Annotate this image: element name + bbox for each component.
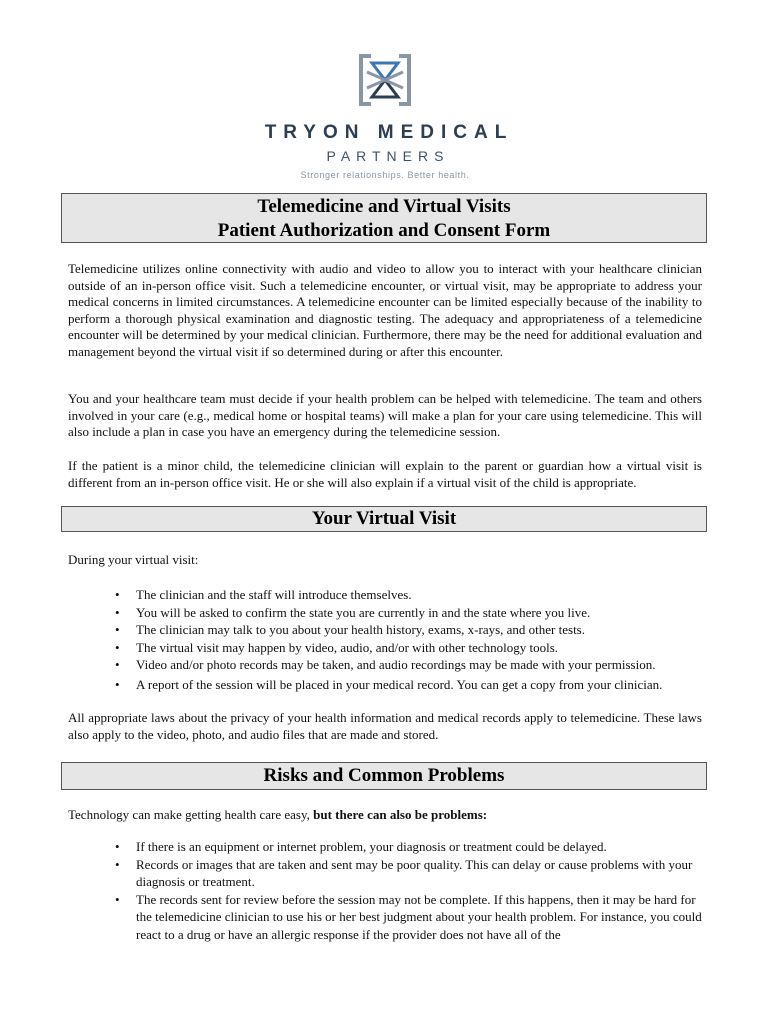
virtual-visit-list bbox=[136, 586, 706, 694]
intro-paragraph-2: You and your healthcare team must decide if your health problem can be helped with telemedicine. The team and others involved in your care (e.g., medical home or hospital teams) will make a plan for your care using telemedicine. This will also include a plan in case you have an emergency during the telemedicine session. bbox=[68, 391, 702, 439]
list-item: • You will be asked to confirm the state you are currently in and the state where you live. bbox=[136, 604, 706, 622]
risks-list bbox=[136, 838, 702, 944]
list-item: • The clinician and the staff will introduce themselves. bbox=[136, 586, 706, 604]
risks-heading: Risks and Common Problems bbox=[263, 765, 505, 786]
form-title-box bbox=[61, 193, 707, 243]
list-item: • Records or images that are taken and sent may be poor quality. This can delay or cause problems with your diagnosis or treatment. bbox=[136, 856, 702, 891]
virtual-visit-heading-box bbox=[61, 506, 707, 532]
privacy-paragraph: All appropriate laws about the privacy of your health information and medical records apply to telemedicine. These laws also apply to the video, photo, and audio files that are made and stored. bbox=[68, 710, 702, 742]
virtual-visit-heading: Your Virtual Visit bbox=[311, 508, 457, 529]
brand-tagline: Stronger relationships. Better health. bbox=[300, 170, 470, 180]
form-subtitle: Patient Authorization and Consent Form bbox=[217, 220, 551, 241]
list-item: • A report of the session will be placed in your medical record. You can get a copy from your clinician. bbox=[136, 676, 706, 694]
risks-lead-text: Technology can make getting health care easy, bbox=[68, 807, 314, 822]
list-item: • The virtual visit may happen by video, audio, and/or with other technology tools. bbox=[136, 639, 706, 657]
risks-lead bbox=[68, 807, 702, 824]
list-item: • If there is an equipment or internet problem, your diagnosis or treatment could be delayed. bbox=[136, 838, 702, 856]
risks-heading-box bbox=[61, 762, 707, 790]
list-item: • The records sent for review before the session may not be complete. If this happens, then it may be hard for the telemedicine clinician to use his or her best judgment about your health problem. For instance, you could react to a drug or have an allergic response if the provider does not have all of the bbox=[136, 891, 702, 944]
tryon-logo-mark-icon bbox=[357, 52, 413, 108]
brand-name: TRYON MEDICAL bbox=[264, 122, 514, 143]
intro-paragraph-3: If the patient is a minor child, the telemedicine clinician will explain to the parent or guardian how a virtual visit is different from an in-person office visit. He or she will also explain if a virtual visit of the child is appropriate. bbox=[68, 458, 702, 490]
intro-paragraph-1: Telemedicine utilizes online connectivity with audio and video to allow you to interact with your healthcare clinician outside of an in-person office visit. Such a telemedicine encounter, or virtual visit, may be appropriate to address your medical concerns in limited circumstances. A telemedicine encounter can be limited especially because of the inability to perform a thorough physical examination and diagnostic testing. The adequacy and appropriateness of a telemedicine encounter will be determined by your medical clinician. Furthermore, there may be the need for additional evaluation and management beyond the virtual visit if so determined during or after this encounter. bbox=[68, 261, 702, 359]
list-item: • Video and/or photo records may be taken, and audio recordings may be made with your permission. bbox=[136, 656, 706, 674]
list-item: • The clinician may talk to you about your health history, exams, x-rays, and other tests. bbox=[136, 621, 706, 639]
form-title: Telemedicine and Virtual Visits bbox=[257, 196, 511, 217]
risks-lead-bold: but there can also be problems: bbox=[313, 807, 488, 822]
virtual-visit-lead: During your virtual visit: bbox=[68, 552, 199, 567]
brand-subtitle: PARTNERS bbox=[326, 148, 450, 164]
tryon-logo bbox=[0, 52, 770, 180]
